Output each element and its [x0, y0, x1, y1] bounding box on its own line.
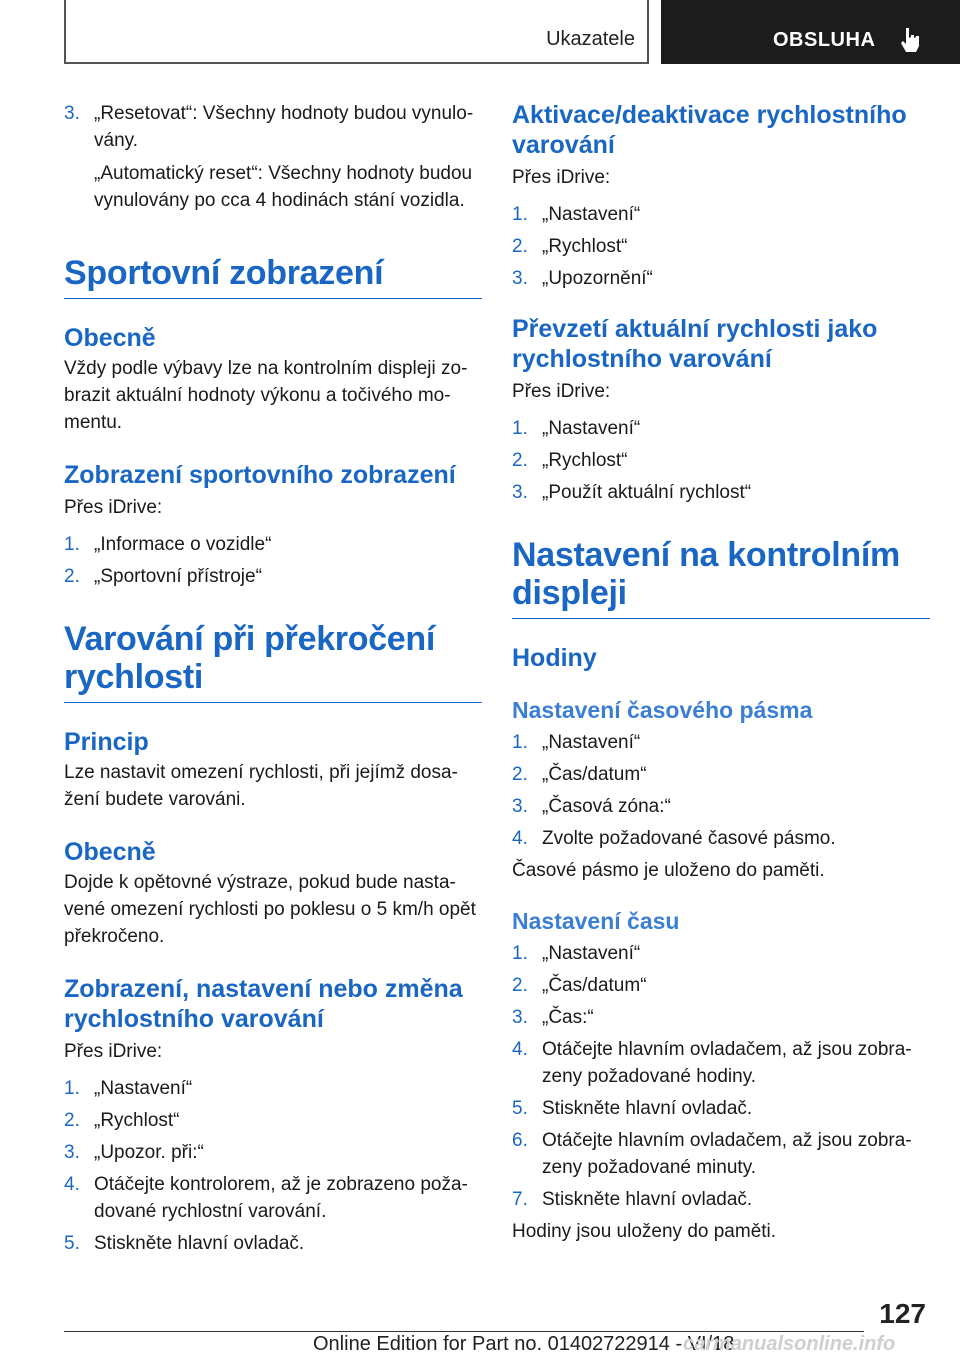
list-item — [512, 233, 930, 260]
header-frame — [64, 0, 649, 64]
list-item — [512, 479, 930, 506]
list-item — [512, 972, 930, 999]
list-number: 5. — [512, 1098, 528, 1119]
list-text: „Upozor. při:“ — [94, 1142, 204, 1163]
list-text: Stiskněte hlavní ovladač. — [94, 1233, 305, 1254]
section-title: Ukazatele — [546, 28, 635, 50]
list-item — [512, 761, 930, 788]
list-text: „Čas/datum“ — [542, 764, 647, 785]
list-text: Zvolte požadované časové pásmo. — [542, 828, 836, 849]
list-number: 1. — [512, 418, 528, 439]
takeover-via: Přes iDrive: — [512, 381, 611, 402]
list-number: 1. — [512, 732, 528, 753]
list-item — [64, 1107, 482, 1134]
time-note: Hodiny jsou uloženy do paměti. — [512, 1221, 777, 1242]
edition-text: Online Edition for Part no. 01402722914 - VI/18 — [313, 1333, 735, 1355]
list-text: „Sportovní přístroje“ — [94, 566, 262, 587]
principle-text: Lze nastavit omezení rychlosti, při jejímž dosa-žení budete varováni. — [64, 762, 458, 810]
list-number: 4. — [512, 1039, 528, 1060]
list-number: 3. — [64, 103, 80, 124]
list-number: 7. — [512, 1189, 528, 1210]
list-number: 1. — [64, 534, 80, 555]
hand-pointer-icon — [897, 26, 923, 54]
list-number: 3. — [512, 796, 528, 817]
list-item — [512, 1095, 930, 1122]
sport-general-text: Vždy podle výbavy lze na kontrolním displeji zo-brazit aktuální hodnoty výkonu a točivého mo-mentu. — [64, 358, 468, 433]
list-text: „Nastavení“ — [542, 943, 641, 964]
activate-heading: Aktivace/deaktivace rychlostního varování — [512, 101, 907, 159]
list-number: 2. — [512, 975, 528, 996]
principle-heading: Princip — [64, 728, 149, 756]
list-text: Otáčejte hlavním ovladačem, až jsou zobra-zeny požadované minuty. — [542, 1130, 912, 1178]
list-number: 1. — [64, 1078, 80, 1099]
chapter-tab-label: OBSLUHA — [773, 29, 876, 51]
list-text: „Nastavení“ — [542, 732, 641, 753]
list-text: „Rychlost“ — [94, 1110, 180, 1131]
list-number: 2. — [512, 764, 528, 785]
list-text: „Informace o vozidle“ — [94, 534, 272, 555]
list-item — [512, 201, 930, 228]
list-item — [512, 415, 930, 442]
list-number: 6. — [512, 1130, 528, 1151]
speed-warning-heading: Varování při překročení rychlosti — [64, 620, 482, 703]
list-text: „Nastavení“ — [542, 418, 641, 439]
list-text: „Časová zóna:“ — [542, 796, 671, 817]
reset-note: „Automatický reset“: Všechny hodnoty budou vynulovány po cca 4 hodinách stání vozidla. — [94, 163, 473, 211]
takeover-heading: Převzetí aktuální rychlosti jako rychlostního varování — [512, 315, 878, 373]
timezone-heading: Nastavení časového pásma — [512, 697, 813, 723]
list-number: 2. — [64, 566, 80, 587]
list-text: „Resetovat“: Všechny hodnoty budou vynulo-vány. — [94, 103, 474, 151]
list-number: 2. — [512, 236, 528, 257]
list-number: 2. — [512, 450, 528, 471]
list-text: „Nastavení“ — [542, 204, 641, 225]
list-item — [64, 531, 482, 558]
list-number: 3. — [64, 1142, 80, 1163]
list-number: 2. — [64, 1110, 80, 1131]
list-item — [512, 729, 930, 756]
list-item — [512, 1036, 930, 1090]
list-number: 3. — [512, 482, 528, 503]
list-item — [64, 1171, 482, 1225]
warn-general-text: Dojde k opětovné výstraze, pokud bude nasta-vené omezení rychlosti po poklesu o 5 km/h opět překročeno. — [64, 872, 476, 947]
timezone-note: Časové pásmo je uloženo do paměti. — [512, 860, 825, 881]
list-item — [64, 100, 482, 154]
warn-display-via: Přes iDrive: — [64, 1041, 163, 1062]
list-item — [64, 1075, 482, 1102]
watermark: carmanualsonline.info — [683, 1333, 896, 1355]
list-number: 3. — [512, 1007, 528, 1028]
sport-general-heading: Obecně — [64, 324, 156, 352]
list-item — [512, 793, 930, 820]
list-number: 5. — [64, 1233, 80, 1254]
footer-rule — [64, 1331, 864, 1332]
list-text: „Rychlost“ — [542, 236, 628, 257]
page-number: 127 — [879, 1298, 926, 1329]
list-item — [512, 447, 930, 474]
list-text: Otáčejte hlavním ovladačem, až jsou zobra-zeny požadované hodiny. — [542, 1039, 912, 1087]
time-heading: Nastavení času — [512, 908, 680, 934]
sport-display-subheading: Zobrazení sportovního zobrazení — [64, 461, 456, 489]
right-column — [512, 100, 930, 1245]
list-item — [512, 825, 930, 852]
list-item — [512, 1004, 930, 1031]
list-item — [512, 940, 930, 967]
left-column — [64, 100, 482, 1262]
list-number: 4. — [64, 1174, 80, 1195]
sport-display-via: Přes iDrive: — [64, 497, 163, 518]
warn-display-heading: Zobrazení, nastavení nebo změna rychlostního varování — [64, 975, 463, 1033]
list-text: Otáčejte kontrolorem, až je zobrazeno poža-dované rychlostní varování. — [94, 1174, 468, 1222]
list-text: „Čas/datum“ — [542, 975, 647, 996]
list-number: 4. — [512, 828, 528, 849]
list-text: „Použít aktuální rychlost“ — [542, 482, 752, 503]
list-item — [64, 1139, 482, 1166]
display-settings-heading: Nastavení na kontrolním displeji — [512, 536, 930, 619]
clock-heading: Hodiny — [512, 644, 597, 672]
sport-display-heading: Sportovní zobrazení — [64, 254, 482, 299]
chapter-tab[interactable] — [661, 0, 960, 64]
list-item — [64, 563, 482, 590]
list-number: 1. — [512, 943, 528, 964]
list-number: 3. — [512, 268, 528, 289]
activate-via: Přes iDrive: — [512, 167, 611, 188]
list-text: „Nastavení“ — [94, 1078, 193, 1099]
list-text: „Upozornění“ — [542, 268, 653, 289]
list-item — [512, 1186, 930, 1213]
warn-general-heading: Obecně — [64, 838, 156, 866]
list-number: 1. — [512, 204, 528, 225]
list-text: „Čas:“ — [542, 1007, 594, 1028]
list-item — [512, 1127, 930, 1181]
list-text: Stiskněte hlavní ovladač. — [542, 1098, 753, 1119]
list-item — [64, 1230, 482, 1257]
list-item — [512, 265, 930, 292]
list-text: „Rychlost“ — [542, 450, 628, 471]
list-text: Stiskněte hlavní ovladač. — [542, 1189, 753, 1210]
